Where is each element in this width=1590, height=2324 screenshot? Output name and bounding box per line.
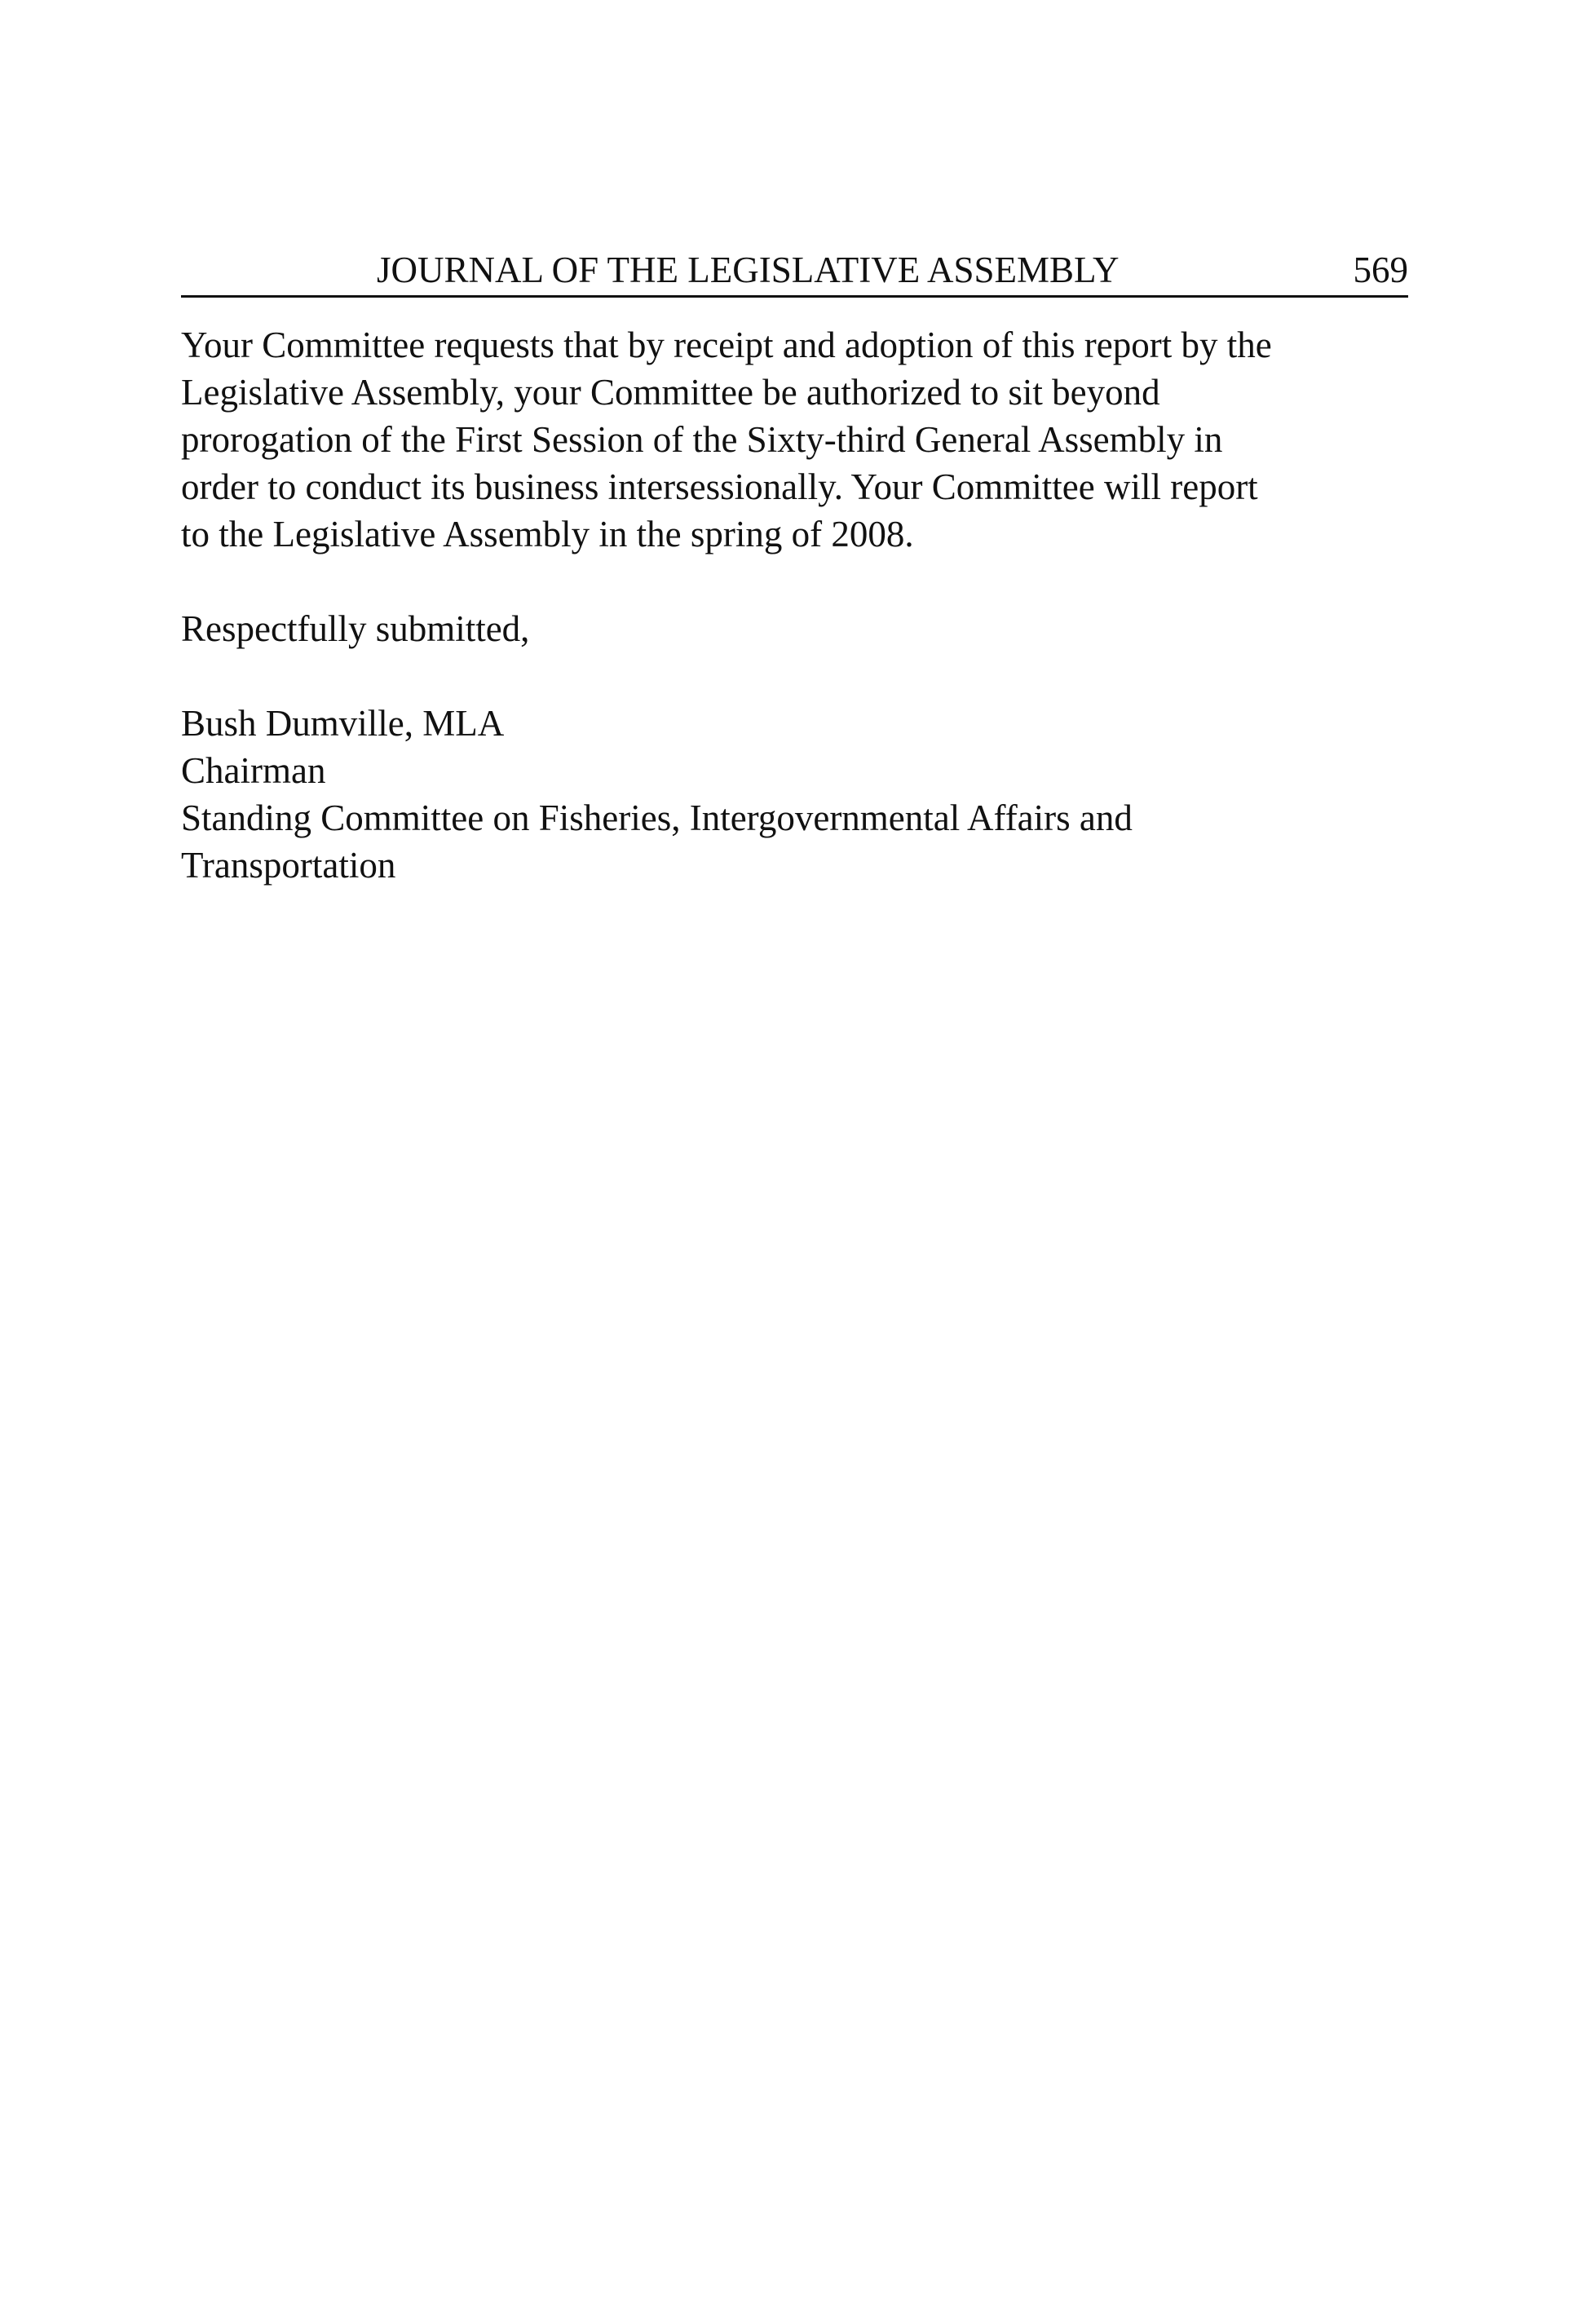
paragraph-line: Legislative Assembly, your Committee be authorized to sit beyond — [181, 372, 1160, 413]
page-number: 569 — [1353, 250, 1408, 290]
paragraph-line: order to conduct its business intersessionally. Your Committee will report — [181, 466, 1258, 507]
committee-name-line: Transportation — [181, 845, 396, 886]
committee-name-line: Standing Committee on Fisheries, Intergovernmental Affairs and — [181, 797, 1133, 838]
signature-block — [181, 700, 1408, 889]
signatory-title: Chairman — [181, 750, 326, 791]
document-body — [181, 321, 1408, 889]
paragraph-line: Your Committee requests that by receipt and adoption of this report by the — [181, 325, 1272, 365]
paragraph-line: to the Legislative Assembly in the spring of 2008. — [181, 514, 914, 554]
closing-line: Respectfully submitted, — [181, 608, 530, 649]
journal-title: JOURNAL OF THE LEGISLATIVE ASSEMBLY — [377, 250, 1120, 290]
page-header — [181, 245, 1408, 298]
paragraph-line: prorogation of the First Session of the Sixty-third General Assembly in — [181, 419, 1223, 460]
committee-request-paragraph — [181, 321, 1408, 558]
signatory-name: Bush Dumville, MLA — [181, 703, 505, 744]
